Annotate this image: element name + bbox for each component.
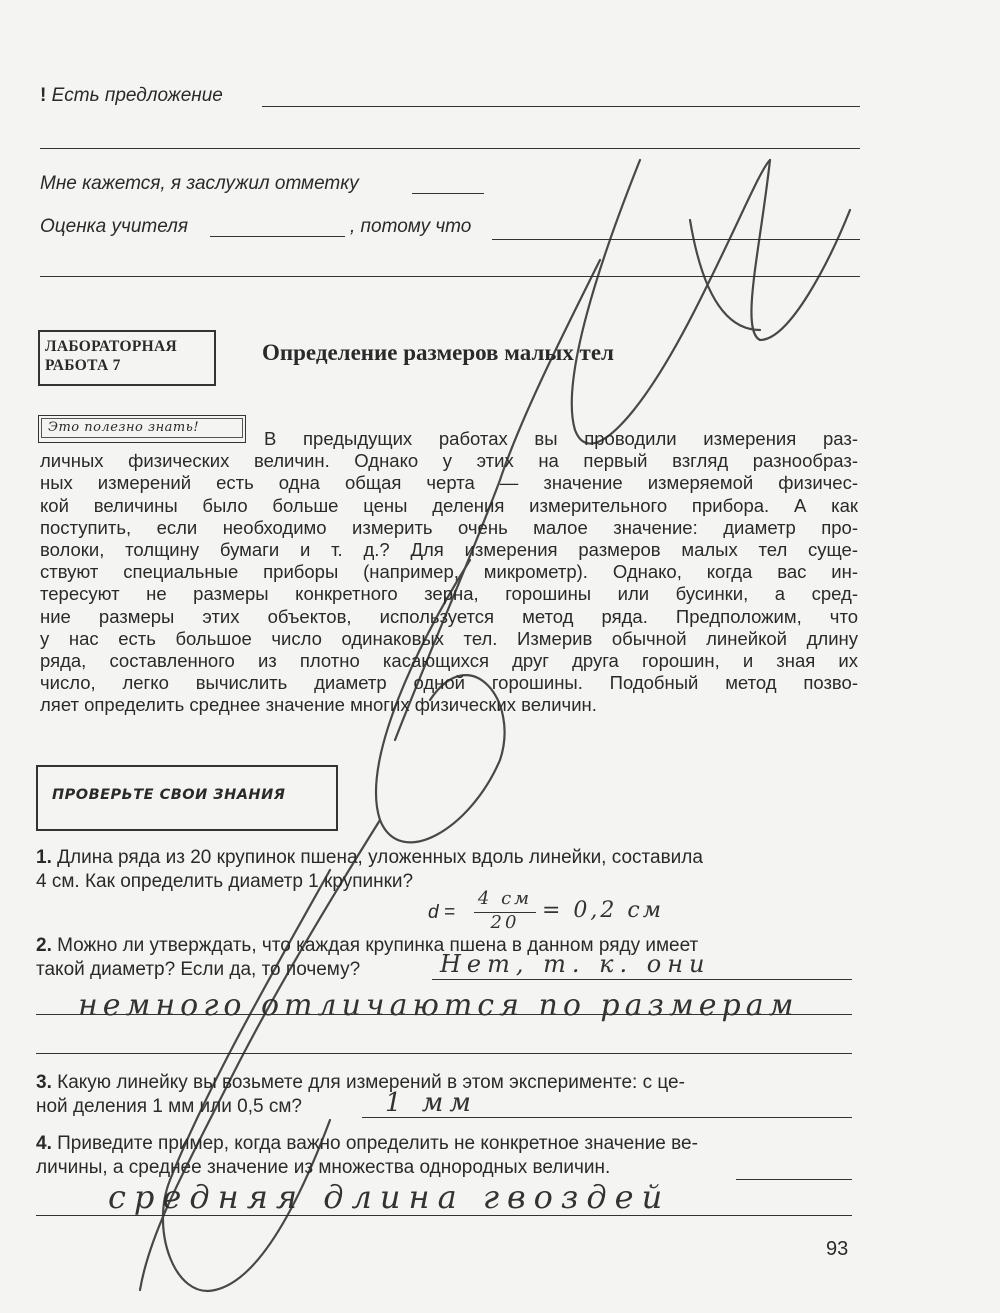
- scrawl-stroke: [751, 160, 850, 340]
- paragraph-line: ние размеры этих объектов, используется метод ряда. Предположим, что: [40, 605, 858, 627]
- page-number: 93: [826, 1238, 849, 1260]
- question-3-line1: Какую линейку вы возьмете для измерений в этом эксперименте: с це-: [57, 1072, 685, 1093]
- question-3-line2: ной деления 1 мм или 0,5 см?: [36, 1096, 302, 1117]
- hw-numerator: 4 см: [477, 888, 533, 909]
- check-knowledge-title: ПРОВЕРЬТЕ СВОИ ЗНАНИЯ: [52, 787, 286, 803]
- question-4-number: 4.: [36, 1133, 52, 1154]
- hw-denominator: 20: [490, 912, 520, 933]
- question-3-number: 3.: [36, 1072, 52, 1093]
- useful-tag-text: Это полезно знать!: [41, 418, 243, 438]
- paragraph-line: у нас есть большое число одинаковых тел. Измерив обычной линейкой длину: [40, 627, 858, 649]
- paragraph-line: волоки, толщину бумаги и т. д.? Для измерения размеров малых тел суще-: [40, 539, 858, 561]
- paragraph-line: поступить, если необходимо измерить очень малое значение: диаметр про-: [40, 516, 858, 538]
- paragraph-line: В предыдущих работах вы проводили измерения раз-: [264, 428, 858, 449]
- hw-result: = 0,2 см: [542, 898, 664, 923]
- question-2-line2: такой диаметр? Если да, то почему?: [36, 959, 361, 980]
- lab-box-line1: ЛАБОРАТОРНАЯ: [45, 338, 177, 355]
- question-4-line1: Приведите пример, когда важно определить не конкретное значение ве-: [57, 1133, 698, 1154]
- teacher-grade-label: Оценка учителя: [40, 216, 189, 237]
- scrawl-stroke: [395, 260, 600, 740]
- paragraph-line: ных измерений есть одна общая черта — значение измеряемой физичес-: [40, 472, 858, 494]
- hw-answer-2b: немного отличаются по размерам: [78, 988, 799, 1023]
- paragraph-line: число, легко вычислить диаметр одной горошины. Подобный метод позво-: [40, 672, 858, 694]
- question-2-number: 2.: [36, 935, 52, 956]
- formula-prefix: d =: [428, 902, 455, 923]
- question-2-line1: Можно ли утверждать, что каждая крупинка пшена в данном ряду имеет: [57, 935, 699, 956]
- paragraph-line: кой величины было больше цены деления измерительного прибора. А как: [40, 494, 858, 516]
- paragraph-line: ляет определить среднее значение многих физических величин.: [40, 694, 597, 716]
- scrawl-stroke: [690, 220, 760, 330]
- paragraph-line: тересуют не размеры конкретного зерна, горошины или бусинки, а сред-: [40, 583, 858, 605]
- proposal-label: Есть предложение: [51, 85, 223, 106]
- scrawl-stroke: [140, 820, 380, 1290]
- paragraph-line: ствуют специальные приборы (например, микрометр). Однако, когда вас ин-: [40, 561, 858, 583]
- question-1-number: 1.: [36, 847, 52, 868]
- self-grade-label: Мне кажется, я заслужил отметку: [40, 173, 359, 194]
- hw-answer-4: средняя длина гвоздей: [108, 1178, 671, 1216]
- scrawl-stroke: [376, 560, 505, 842]
- question-4-line2: личины, а среднее значение из множества однородных величин.: [36, 1157, 611, 1178]
- hw-answer-3: 1 мм: [385, 1088, 477, 1118]
- paragraph-line: личных физических величин. Однако у этих на первый взгляд разнообраз-: [40, 450, 858, 472]
- question-1-line1: Длина ряда из 20 крупинок пшена, уложенных вдоль линейки, составила: [57, 847, 703, 868]
- scrawl-stroke: [163, 870, 330, 1291]
- lab-title: Определение размеров малых тел: [262, 340, 614, 365]
- scrawl-stroke: [572, 160, 770, 444]
- exclamation-mark: !: [40, 85, 47, 106]
- hw-answer-2a: Нет, т. к. они: [440, 950, 711, 978]
- paragraph-line: ряда, составленного из плотно касающихся друг друга горошин, и зная их: [40, 650, 858, 672]
- question-1-line2: 4 см. Как определить диаметр 1 крупинки?: [36, 871, 414, 892]
- lab-box-line2: РАБОТА 7: [45, 357, 121, 374]
- because-label: , потому что: [350, 216, 472, 237]
